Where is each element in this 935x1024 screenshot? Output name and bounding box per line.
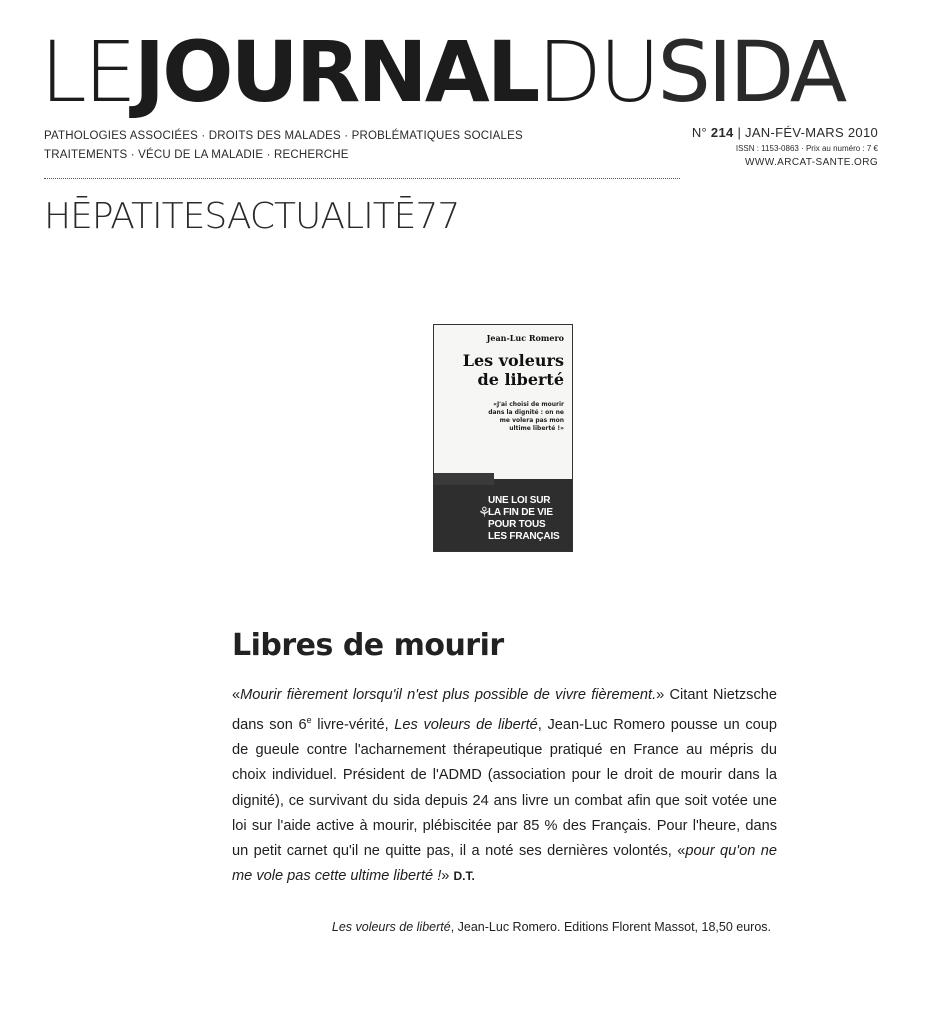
cover-slogan-line-2: LA FIN DE VIE (488, 507, 553, 518)
end-quote-text: pour qu'on ne me vole pas cette ultime liberté ! (232, 843, 777, 885)
issue-date: | JAN-FÉV-MARS 2010 (737, 125, 878, 140)
header-divider (44, 178, 680, 179)
article-body (232, 683, 777, 889)
end-quote-open: « (677, 843, 686, 860)
author-signature: D.T. (453, 869, 475, 884)
cover-author: Jean-Luc Romero (486, 333, 564, 343)
body-text-2: livre-vérité, (311, 717, 395, 734)
issue-info (692, 124, 878, 170)
cover-title-line-1: Les voleurs (462, 351, 564, 370)
tagline (44, 127, 523, 165)
cover-slogan-line-3: POUR TOUS (488, 519, 546, 530)
masthead-logo (40, 23, 845, 121)
cover-quote: «J'ai choisi de mourir dans la dignité : on ne me volera pas mon ultime liberté !» (488, 401, 564, 432)
body-text-3: , Jean-Luc Romero pousse un coup de gueule contre l'acharnement thérapeutique pratiqué en France au mépris du choix individuel. Président de l'ADMD (association pour le droit de mourir dans la dignité), ce survivant du sida depuis 24 ans livre un combat afin que soit votée une loi sur l'aide active à mourir, plébiscitée par 85 % des Français. Pour l'heure, dans un petit carnet qu'il ne quitte pas, il a noté ses dernières volontés, (232, 717, 777, 860)
tagline-line-1: PATHOLOGIES ASSOCIÉES · DROITS DES MALADES · PROBLÉMATIQUES SOCIALES (44, 130, 523, 142)
quote-close: » (656, 687, 665, 703)
article-title: Libres de mourir (232, 628, 504, 663)
cover-title-line-2: de liberté (477, 370, 564, 389)
issue-prefix: N° (691, 125, 707, 140)
website-url: WWW.ARCAT-SANTE.ORG (745, 157, 878, 168)
cover-slogan (488, 495, 566, 543)
ordinal-sup: e (306, 715, 312, 726)
body-text-1: Citant Nietzsche dans son 6 (232, 687, 777, 734)
cover-slogan-line-4: LES FRANÇAIS (488, 531, 560, 542)
masthead-sida: SIDA (657, 23, 845, 121)
book-cover-image (433, 324, 573, 552)
nietzsche-quote: Mourir fièrement lorsqu'il n'est plus possible de vivre fièrement. (240, 687, 657, 703)
quote-open: « (232, 687, 241, 703)
end-quote-close: » (441, 868, 450, 885)
book-ref-details: , Jean-Luc Romero. Editions Florent Massot, 18,50 euros. (450, 920, 771, 934)
cover-photo-band (434, 479, 572, 551)
issue-line (692, 124, 878, 142)
issn-price: ISSN : 1153-0863 · Prix au numéro : 7 € (735, 144, 878, 153)
section-heading: HĒPATITESACTUALITĒ77 (44, 196, 460, 237)
masthead-du: DU (537, 23, 658, 121)
inline-book-title: Les voleurs de liberté (394, 717, 538, 734)
masthead-le: LE (40, 23, 134, 121)
cover-title (463, 351, 564, 389)
book-ref-title: Les voleurs de liberté (331, 920, 451, 934)
cover-slogan-line-1: UNE LOI SUR (488, 495, 551, 506)
issue-number: 214 (710, 125, 734, 140)
masthead-journal: JOURNAL (133, 23, 538, 121)
cover-figure-icon: ⚘ (478, 505, 491, 521)
tagline-line-2: TRAITEMENTS · VÉCU DE LA MALADIE · RECHERCHE (44, 149, 349, 161)
book-reference (332, 920, 771, 934)
